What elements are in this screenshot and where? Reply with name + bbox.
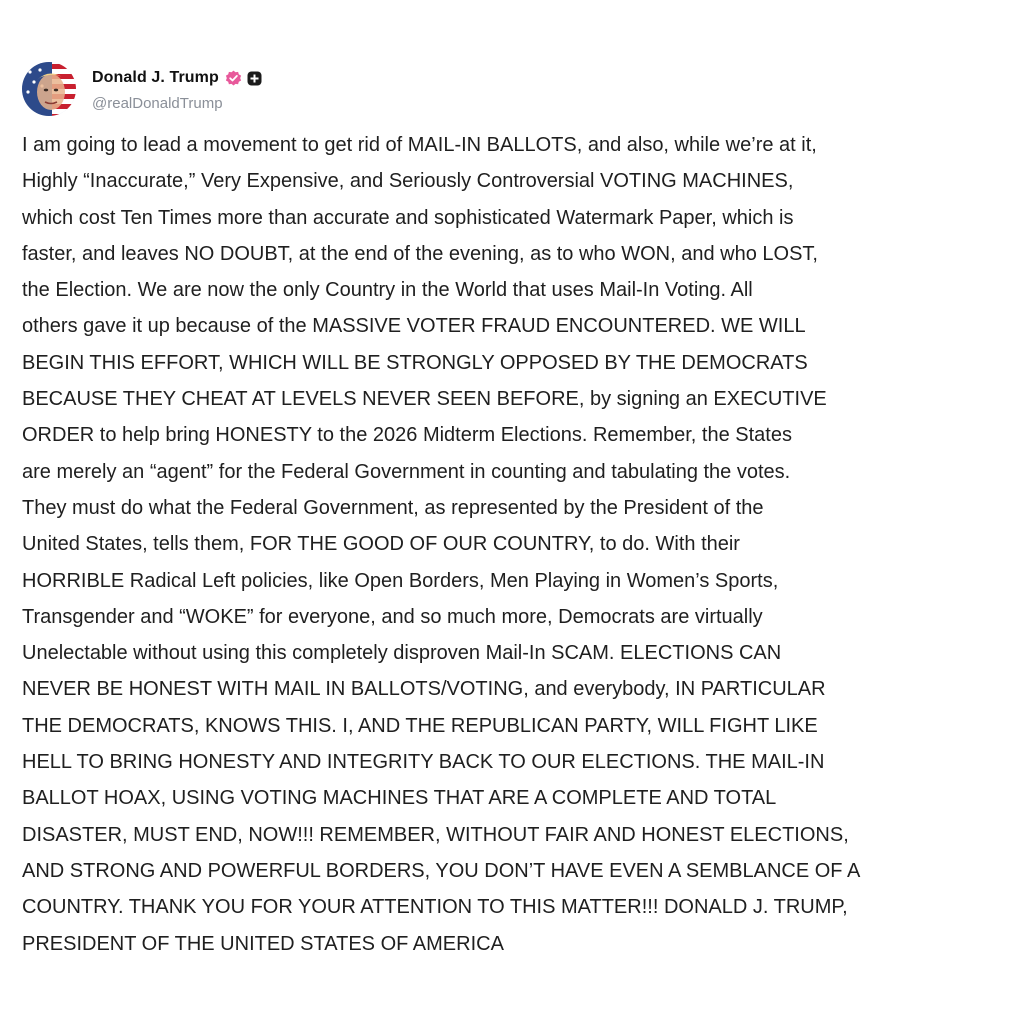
avatar-flag-face-icon: [22, 62, 76, 116]
author-name-row: [92, 66, 262, 90]
author-display-name[interactable]: Donald J. Trump: [92, 69, 219, 86]
post-body-text: I am going to lead a movement to get rid of MAIL-IN BALLOTS, and also, while we’re at it, Highly “Inaccurate,” Very Expensive, and Seriously Controversial VOTING MACHINES, which cost Ten Times more than accurate and sophisticated Watermark Paper, which is faster, and leaves NO DOUBT, at the end of the evening, as to who WON, and who LOST, the Election. We are now the only Country in the World that uses Mail-In Voting. All others gave it up because of the MASSIVE VOTER FRAUD ENCOUNTERED. WE WILL BEGIN THIS EFFORT, WHICH WILL BE STRONGLY OPPOSED BY THE DEMOCRATS BECAUSE THEY CHEAT AT LEVELS NEVER SEEN BEFORE, by signing an EXECUTIVE ORDER to help bring HONESTY to the 2026 Midterm Elections. Remember, the States are merely an “agent” for the Federal Government in counting and tabulating the votes. They must do what the Federal Government, as represented by the President of the United States, tells them, FOR THE GOOD OF OUR COUNTRY, to do. With their HORRIBLE Radical Left policies, like Open Borders, Men Playing in Women’s Sports, Transgender and “WOKE” for everyone, and so much more, Democrats are virtually Unelectable without using this completely disproven Mail-In SCAM. ELECTIONS CAN NEVER BE HONEST WITH MAIL IN BALLOTS/VOTING, and everybody, IN PARTICULAR THE DEMOCRATS, KNOWS THIS. I, AND THE REPUBLICAN PARTY, WILL FIGHT LIKE HELL TO BRING HONESTY AND INTEGRITY BACK TO OUR ELECTIONS. THE MAIL-IN BALLOT HOAX, USING VOTING MACHINES THAT ARE A COMPLETE AND TOTAL DISASTER, MUST END, NOW!!! REMEMBER, WITHOUT FAIR AND HONEST ELECTIONS, AND STRONG AND POWERFUL BORDERS, YOU DON’T HAVE EVEN A SEMBLANCE OF A COUNTRY. THANK YOU FOR YOUR ATTENTION TO THIS MATTER!!! DONALD J. TRUMP, PRESIDENT OF THE UNITED STATES OF AMERICA: [22, 134, 861, 955]
post-header: [22, 60, 262, 118]
author-identity: [92, 66, 262, 112]
author-handle[interactable]: @realDonaldTrump: [92, 95, 223, 112]
verified-badge-icon: [225, 70, 242, 87]
plus-badge-icon: [247, 71, 262, 86]
avatar[interactable]: [22, 62, 76, 116]
